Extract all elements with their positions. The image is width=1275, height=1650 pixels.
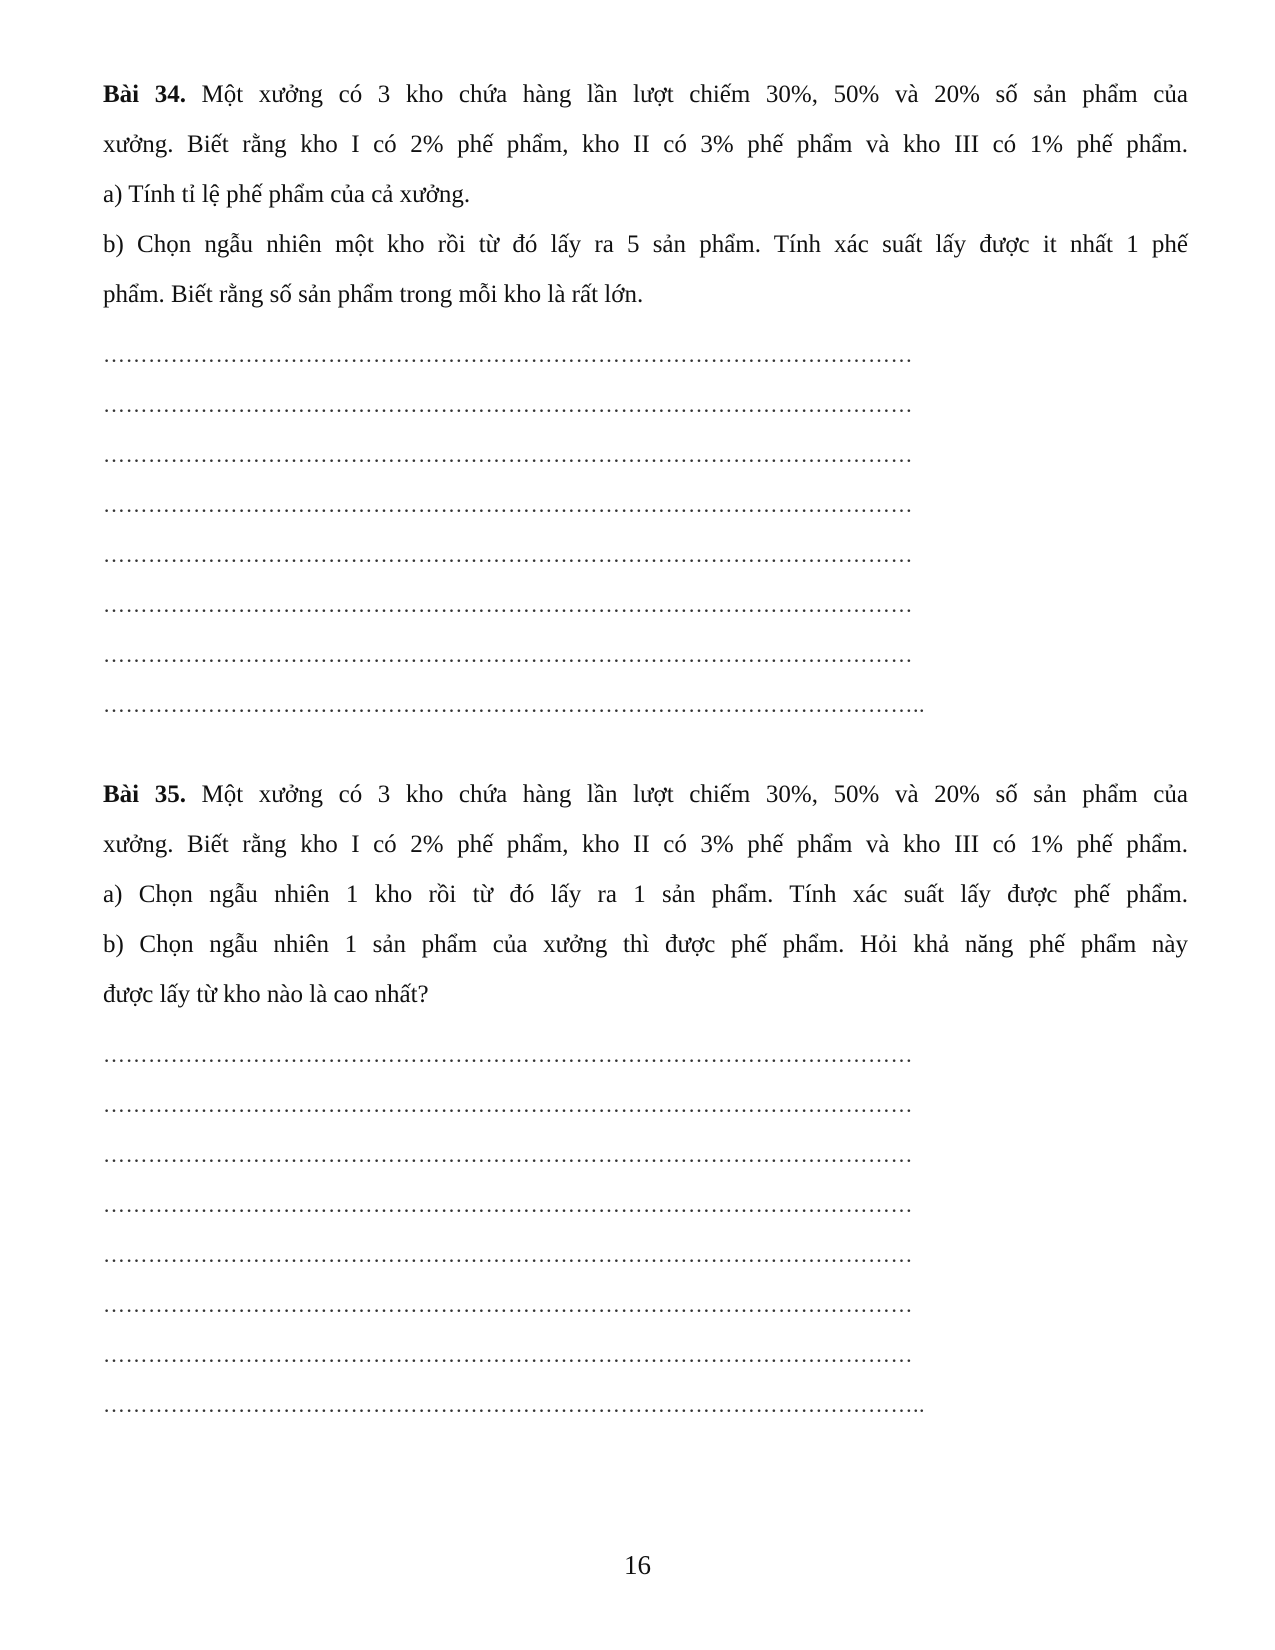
answer-area <box>103 1030 1188 1430</box>
answer-line: ……………………………………………………………………………………………… <box>103 442 913 467</box>
answer-line: ……………………………………………………………………………………………… <box>103 342 913 367</box>
answer-line: ……………………………………………………………………………………………… <box>103 642 913 667</box>
problem-line <box>103 770 1188 820</box>
answer-line: ……………………………………………………………………………………………… <box>103 1192 913 1217</box>
answer-line: ……………………………………………………………………………………………… <box>103 1092 913 1117</box>
problem-text: Một xưởng có 3 kho chứa hàng lần lượt chiếm 30%, 50% và 20% số sản phẩm của <box>185 81 1189 108</box>
answer-line: ……………………………………………………………………………………………… <box>103 1242 913 1267</box>
answer-line: ……………………………………………………………………………………………… <box>103 1042 913 1067</box>
exercise-title: Bài 35. <box>103 781 186 808</box>
page-number: 16 <box>624 1550 651 1580</box>
problem-line: được lấy từ kho nào là cao nhất? <box>103 981 429 1008</box>
problem-line: xưởng. Biết rằng kho I có 2% phế phẩm, kho II có 3% phế phẩm và kho III có 1% phế phẩm. <box>103 131 1188 158</box>
answer-area <box>103 330 1188 730</box>
problem-line <box>103 70 1188 120</box>
problem-line: xưởng. Biết rằng kho I có 2% phế phẩm, kho II có 3% phế phẩm và kho III có 1% phế phẩm. <box>103 831 1188 858</box>
problem-line: a) Tính tỉ lệ phế phẩm của cả xưởng. <box>103 181 471 208</box>
problem-line: b) Chọn ngẫu nhiên 1 sản phẩm của xưởng thì được phế phẩm. Hỏi khả năng phế phẩm này <box>103 931 1188 958</box>
answer-line: ……………………………………………………………………………………………… <box>103 592 913 617</box>
answer-line: ……………………………………………………………………………………………… <box>103 1342 913 1367</box>
answer-line: ……………………………………………………………………………………………… <box>103 392 913 417</box>
exercise-35 <box>103 770 1188 1430</box>
answer-line: ……………………………………………………………………………………………….. <box>103 692 925 717</box>
problem-text: Một xưởng có 3 kho chứa hàng lần lượt chiếm 30%, 50% và 20% số sản phẩm của <box>185 781 1189 808</box>
exercise-34 <box>103 70 1188 730</box>
answer-line: ……………………………………………………………………………………………… <box>103 542 913 567</box>
problem-line: a) Chọn ngẫu nhiên 1 kho rồi từ đó lấy ra 1 sản phẩm. Tính xác suất lấy được phế phẩm. <box>103 881 1188 908</box>
answer-line: ……………………………………………………………………………………………… <box>103 1292 913 1317</box>
answer-line: ……………………………………………………………………………………………… <box>103 492 913 517</box>
answer-line: ……………………………………………………………………………………………….. <box>103 1392 925 1417</box>
problem-line: b) Chọn ngẫu nhiên một kho rồi từ đó lấy ra 5 sản phẩm. Tính xác suất lấy được it nhất 1 phế <box>103 231 1188 258</box>
exercise-title: Bài 34. <box>103 81 186 108</box>
problem-line: phẩm. Biết rằng số sản phẩm trong mỗi kho là rất lớn. <box>103 281 644 308</box>
answer-line: ……………………………………………………………………………………………… <box>103 1142 913 1167</box>
